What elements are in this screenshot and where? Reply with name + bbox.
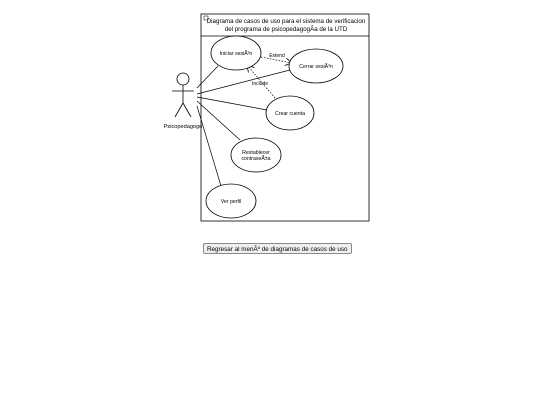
actor-label: Psicopedagogo <box>163 124 203 130</box>
usecase-view-profile-label: Ver perfil <box>220 199 242 205</box>
actor-head <box>177 73 189 85</box>
usecase-reset-password-label-2: contraseÃ±a <box>241 156 271 162</box>
diagram-title-line1: Diagrama de casos de uso para el sistema de verificacion <box>206 18 366 25</box>
usecase-login-label: Iniciar sesiÃ³n <box>219 51 253 57</box>
extend-label: Extend <box>269 53 285 59</box>
actor-psicopedagogo <box>172 73 194 117</box>
usecase-logout-label: Cerrar sesiÃ³n <box>299 64 333 70</box>
usecase-reset-password-label-1: Restablecer <box>242 150 270 156</box>
include-label: Include <box>251 81 269 87</box>
back-to-menu-button[interactable]: Regresar al menÃº de diagramas de casos de uso <box>203 243 352 254</box>
usecase-create-account-label: Crear cuenta <box>275 111 305 117</box>
diagram-title-line2: del programa de psicopedagogÃa de la UTD <box>224 26 348 33</box>
